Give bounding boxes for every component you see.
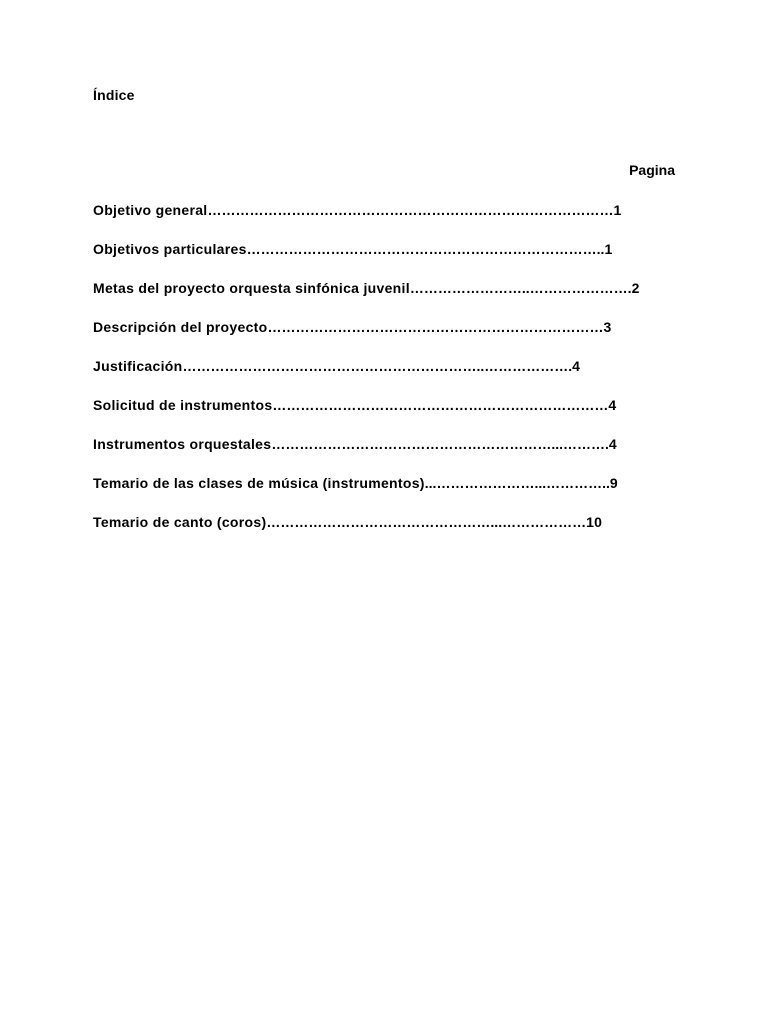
toc-entry-page: 1 [604,241,613,257]
toc-entry-text: Descripción del proyecto [93,319,268,335]
table-of-contents [93,202,663,553]
toc-entry-text: Temario de las clases de música (instrumentos) [93,475,425,491]
toc-entry-page: 2 [631,280,640,296]
toc-entry-objetivos-particulares [93,241,663,280]
toc-entry-page: 1 [613,202,622,218]
toc-entry-page: 4 [608,397,617,413]
toc-entry-text: Justificación [93,358,183,374]
toc-entry-text: Metas del proyecto orquesta sinfónica juvenil [93,280,410,296]
page-column-header: Pagina [629,162,675,178]
toc-entry-justificacion [93,358,663,397]
toc-entry-objetivo-general [93,202,663,241]
toc-entry-leader: ...…………………...………….. [424,475,610,491]
toc-entry-solicitud [93,397,663,436]
toc-entry-text: Objetivos particulares [93,241,247,257]
toc-entry-metas [93,280,663,319]
toc-entry-leader: …………………………………………...……………… [266,514,587,530]
toc-entry-page: 3 [603,319,612,335]
toc-entry-temario-musica [93,475,663,514]
toc-entry-instrumentos-orquestales [93,436,663,475]
toc-entry-text: Temario de canto (coros) [93,514,267,530]
toc-entry-leader: ……………………………………………………...………. [271,436,609,452]
toc-entry-text: Instrumentos orquestales [93,436,272,452]
toc-entry-page: 9 [609,475,618,491]
toc-entry-descripcion [93,319,663,358]
toc-entry-page: 10 [586,514,603,530]
toc-entry-page: 4 [608,436,618,452]
toc-entry-leader: ………………………………………………………..………………. [182,358,573,374]
toc-entry-text: Objetivo general [93,202,208,218]
toc-entry-temario-canto [93,514,663,553]
toc-entry-leader: ……………………………………………………………… [267,319,604,335]
toc-entry-leader: …………………………………………………………………………… [207,202,614,218]
toc-entry-page: 4 [572,358,581,374]
toc-entry-text: Solicitud de instrumentos [93,397,273,413]
toc-entry-leader: ………………………………………………………………….. [246,241,605,257]
index-title: Índice [93,87,135,103]
toc-entry-leader: ……………………………………………………………… [272,397,609,413]
toc-entry-leader: ……………………..…………………. [409,280,632,296]
